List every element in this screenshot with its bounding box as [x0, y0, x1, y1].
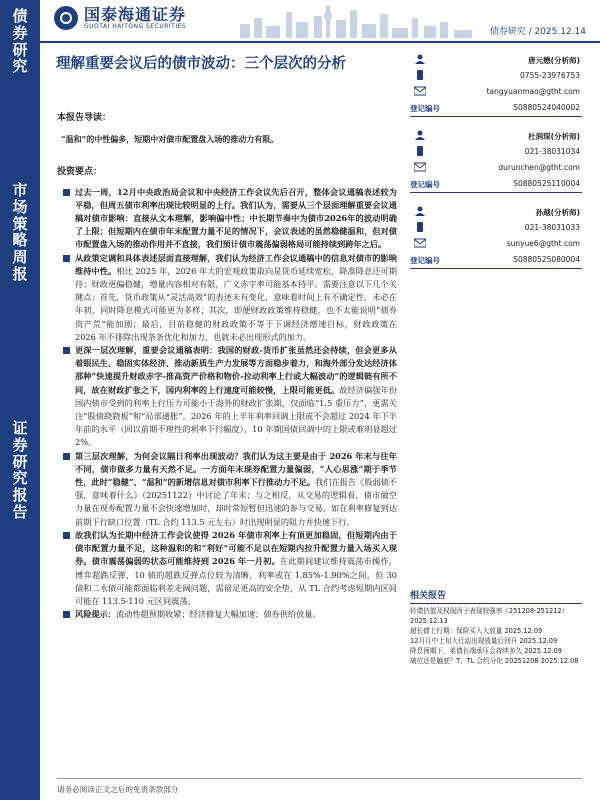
key-points-heading: 投资要点：: [57, 167, 103, 178]
key-point: 故我们认为长期中经济工作会议使得 2026 年债市利率上有顶更加稳固，但短期内由于债市配置力量不足，这种温和的和“利好”可能不足以在短期内拉升配置力量入场买入现券。债市震荡偏弱的状态可能维持到 2026 年一月初。在此期间建议维持震荡市操作，博弈超跌反弹，10 债的超跌反弹点位较为清晰，利率或在 1.85%-1.90%之间，但 30 债和二永债可能都面临利差走阔问题，需留足更高的安全垫，从 TL 合约考虑短期内区间可能在 113.5-110 元区间震荡。: [57, 529, 397, 608]
bullet-square-icon: [63, 453, 70, 460]
related-reports-list: [410, 606, 588, 666]
person-icon: [414, 54, 426, 64]
analyst-name: 杜润琛(分析师): [528, 132, 580, 141]
phone-icon: [414, 222, 426, 232]
key-point: 第三层次理解，为何会议隔日利率出现波动？我们认为这主要是由于 2026 年末与往年不同，债市做多力量有天然不足。一方面年末现券配置力量偏弱，“人心思涨”期于季节性，此时“稳健”、“温和”的新增信息对债市利率下行推动力不足。我们在报告《股弱债不强，意味着什么》（20251122）中讨论了年末；与之相反，从交易的逻辑看，债市做空力量在现券配置力量不会快速增加时，却时常短暂但迅速的参与交易。如在利率修复到达前期下行缺口位置（TL 合约 113.5 元左右）时出现明显的阻力并快速下行。: [57, 450, 397, 529]
key-point: 过去一周，12月中央政治局会议和中央经济工作会议先后召开，整体会议通稿表述较为平稳，但周五债市利率出现比较明显的上行。我们认为，需要从三个层面理解重要会议通稿对债市影响：直接从文本理解，影响偏中性；中长期节奏中为债市2026年的波动明确了上限；但短期内在债市年末配置力量不足的情况下，会议表述的虽然稳健温和，但对债市配置盘入场的推动作用并不直接，我们预计债市震荡偏弱格局可能持续到跨年之后。: [57, 186, 397, 252]
bullet-square-icon: [63, 347, 70, 354]
analyst-name: 唐元懋(分析师): [528, 56, 580, 65]
analyst-phone: 021-38031034: [524, 147, 580, 156]
related-report-link[interactable]: 超长债上行期：保险买入大放量 2025.12.09: [410, 627, 543, 635]
sidebar-doc-type: 证 券 研 究 报 告: [12, 419, 28, 521]
analyst-phone: 0755-23976753: [520, 71, 580, 80]
logo-name-en: GUOTAI HAITONG SECURITIES: [84, 23, 187, 30]
related-report-link[interactable]: 转债估值及权现因子表现较强率（251208-251212） 2025.12.13: [410, 607, 569, 625]
analyst-email[interactable]: sunyue6@gtht.com: [506, 239, 580, 248]
left-sidebar: [0, 0, 40, 800]
related-reports-heading: 相关报告: [410, 591, 447, 601]
related-report-link[interactable]: 破位还是触底？T、TL 合约分化 20251208 2025.12.08: [410, 657, 579, 665]
logo-icon: [54, 6, 78, 30]
related-report-link[interactable]: 12月月中上旬大行动出现放量后回升 2025.12.09: [410, 637, 558, 645]
city-skyline-decoration: [230, 4, 480, 38]
key-point: 更深一层次理解，重要会议通稿表明：我国的财政-货币扩张虽然还会持续，但会更多从着眼民生、稳固实体经济、推动新质生产力发展等方面稳步着力，和海外部分发达经济体那种“快速提升财政赤字-推高资产价格和物价-拉动利率上行或大幅波动”的逻辑链有所不同，故在财政扩张之下，国内利率的上行速度可能较慢，上限可能更低。故经济偏强年份国内债市受到的利率上行压力可能小于海外的财政扩张期，仅面临“1.5 重压力”，更需关注“股债跷跷板”和“局部通胀”。2026 年的上半年利率回调上限或不会超过 2024 年下半年前的水平（回以前期不理性的利率下行幅度），10 年期国债回调中的上限或难明显超过 2%。: [57, 344, 397, 450]
key-point-risk: 风险提示：流动性超预期收紧；经济修复大幅加速；债券供给放量。: [57, 608, 397, 621]
analyst-card: [410, 204, 582, 269]
email-icon: [414, 238, 426, 248]
registration-number: S0880525080004: [513, 255, 580, 264]
key-point: 从政策定调和具体表述层面直接理解，我们认为经济工作会议通稿中的信息对债市的影响维持中性。相比 2025 年，2026 年大的宏观政策取向是货币延续宽松，降准降息还可期待；财政更偏稳健，增量内容相对有限，广义赤字率可能基本持平。需要注意以下几个关键点：首先，货币政策从“灵活高效”的表述未有变化，意味着时间上有不确定性，未必在年初，同时降息模式可能更为多样；其次，即便财政政策维持稳健，也不太能说明“债券资产荒”能加剧；最后，目前稳健的财政政策不等于下调经济增速目标，财政政策在 2026 年不排除出现条条优化和加力，也就未必出现形式的加力。: [57, 252, 397, 344]
email-icon: [414, 162, 426, 172]
analyst-email[interactable]: tangyuanmao@gtht.com: [486, 87, 580, 96]
analyst-phone: 021-38031033: [524, 223, 580, 232]
registration-number: S0880524040002: [513, 103, 580, 112]
main-content: [57, 112, 397, 621]
registration-label: 登记编号: [410, 180, 440, 189]
lead-heading: 本报告导读：: [57, 113, 112, 123]
header-category-date: 债券研究 / 2025.12.14: [489, 27, 586, 37]
analyst-name: 孙越(分析师): [535, 208, 580, 217]
lead-summary: “温和”的中性偏多，短期中对债市配置盘入场的推动力有限。: [61, 134, 279, 145]
logo-name-cn: 国泰海通证券: [84, 5, 187, 24]
sidebar-report-type: 市 场 策 略 周 报: [12, 181, 28, 283]
company-logo: [54, 6, 186, 30]
email-icon: [414, 86, 426, 96]
analyst-email[interactable]: durunchen@gtht.com: [498, 163, 580, 172]
report-title: 理解重要会议后的债市波动：三个层次的分析: [56, 56, 346, 72]
person-icon: [414, 206, 426, 216]
registration-label: 登记编号: [410, 104, 440, 113]
bullet-square-icon: [63, 189, 70, 196]
related-divider: [410, 603, 582, 604]
sidebar-category: 债 券 研 究: [12, 7, 28, 76]
related-report-link[interactable]: 降息预期下，柔债长端承压会持续多久 2025.12.09: [410, 647, 562, 655]
analyst-card: [410, 128, 582, 193]
phone-icon: [414, 70, 426, 80]
footer-disclaimer: 请务必阅读正文之后的免责条款部分: [57, 785, 179, 794]
analyst-card: [410, 52, 582, 117]
registration-label: 登记编号: [410, 256, 440, 265]
header-divider: [40, 41, 600, 43]
bullet-square-icon: [63, 611, 70, 618]
person-icon: [414, 130, 426, 140]
bullet-square-icon: [63, 255, 70, 262]
footer-divider: [57, 778, 582, 779]
registration-number: S0880525110004: [513, 179, 580, 188]
phone-icon: [414, 146, 426, 156]
page-header: [40, 0, 600, 41]
bullet-square-icon: [63, 532, 70, 539]
